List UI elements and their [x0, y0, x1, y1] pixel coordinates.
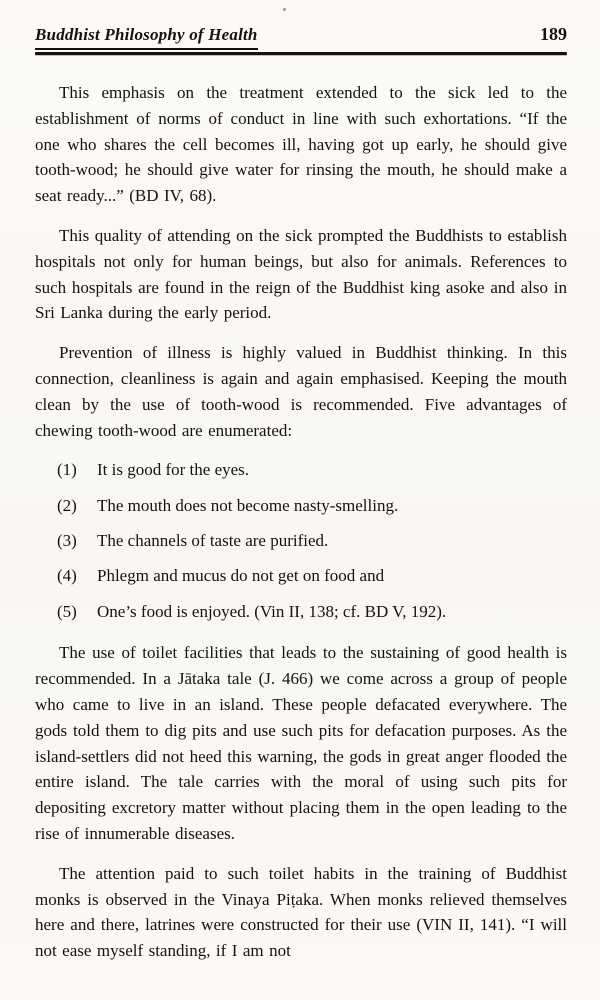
list-item-text: It is good for the eyes. [97, 460, 250, 480]
paragraph-hospitals: This quality of attending on the sick prompted the Buddhists to establish hospitals not only for human beings, but also for animals. References to such hospitals are found in the reign of the Buddhist king asoke and also in Sri Lanka during the early period. [35, 225, 567, 323]
list-item [57, 528, 567, 554]
list-item-number: (1) [57, 460, 77, 480]
list-item-text: One’s food is enjoyed. (Vin II, 138; cf. BD V, 192). [97, 601, 447, 621]
list-item-text: The mouth does not become nasty-smelling. [97, 495, 399, 515]
list-item [57, 457, 567, 483]
header-rule [35, 52, 567, 55]
list-item [57, 563, 567, 589]
list-item-number: (5) [57, 601, 77, 621]
paragraph-prevention: Prevention of illness is highly valued in Buddhist thinking. In this connection, cleanliness is again and again emphasised. Keeping the mouth clean by the use of tooth-wood is recommended. Five advantages of chewing tooth-wood are enumerated: [35, 343, 567, 440]
list-item-number: (4) [57, 566, 77, 586]
paragraph-toilet-habits: The attention paid to such toilet habits in the training of Buddhist monks is observed in the Vinaya Piṭaka. When monks relieved themselves here and there, latrines were constructed for their use (VIN II, 141). “I will not ease myself standing, if I am not [35, 863, 567, 961]
list-item [57, 599, 567, 625]
running-header [35, 24, 567, 50]
running-title: Buddhist Philosophy of Health [35, 25, 258, 50]
paragraph-toilet-facilities: The use of toilet facilities that leads to the sustaining of good health is recommended. In a Jātaka tale (J. 466) we come across a group of people who came to live in an island. These people defacated everywhere. The gods told them to dig pits and use such pits for defacation purposes. As the island-settlers did not heed this warning, the gods in great anger flooded the entire island. The tale carries with the moral of using such pits for depositing excretory matter without placing them in the open leading to the rise of innumerable diseases. [35, 643, 567, 843]
page-body [35, 80, 567, 964]
list-item-text: Phlegm and mucus do not get on food and [97, 566, 385, 586]
list-item-text: The channels of taste are purified. [97, 530, 329, 550]
page-number: 189 [540, 24, 567, 44]
paragraph-treatment-norms: This emphasis on the treatment extended to the sick led to the establishment of norms of conduct in line with such exhortations. “If the one who shares the cell becomes ill, having got up early, he should give tooth-wood; he should give water for rinsing the mouth, he should make a seat ready...” (BD IV, 68). [35, 83, 567, 206]
list-item-number: (3) [57, 530, 77, 550]
tooth-wood-advantages-list [35, 457, 567, 624]
list-item [57, 493, 567, 519]
list-item-number: (2) [57, 495, 77, 515]
